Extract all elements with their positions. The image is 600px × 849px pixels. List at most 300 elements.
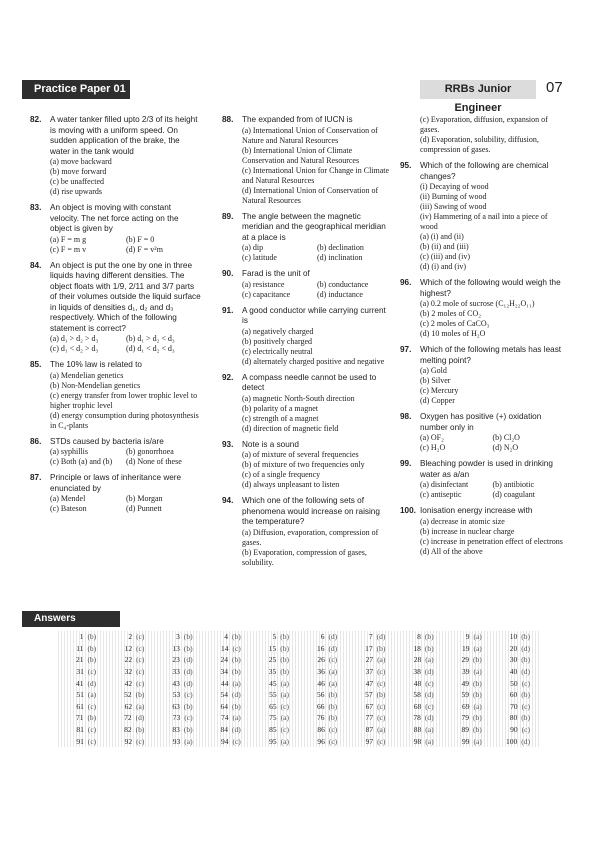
answer-option: (a) [328, 678, 338, 688]
option: (a) disinfectant [420, 480, 469, 489]
answer-option: (b) [521, 713, 530, 723]
question [400, 161, 565, 272]
answer-number: 24 [220, 655, 229, 665]
answer-cell [492, 654, 540, 666]
option: (a) resistance [242, 279, 285, 289]
answer-cell [444, 689, 492, 701]
answer-option: (b) [376, 690, 386, 700]
answer-number: 31 [76, 667, 84, 677]
answer-number: 2 [128, 632, 133, 642]
answer-number: 84 [220, 725, 229, 735]
answer-number: 33 [172, 667, 180, 677]
option: (a) d₁ > d₂ > d₃ [50, 334, 99, 343]
answer-number: 30 [509, 655, 518, 665]
answer-option: (b) [232, 701, 241, 711]
answer-option: (c) [328, 736, 338, 746]
option-list [50, 235, 202, 255]
answer-option: (a) [280, 736, 289, 746]
option: (c) Bateson [50, 504, 87, 513]
option-list [50, 494, 202, 514]
answer-cell [444, 677, 492, 689]
option-list [242, 528, 392, 568]
answer-option: (a) [473, 701, 482, 711]
question-column-1 [30, 115, 202, 520]
answer-number: 93 [172, 736, 181, 746]
option: (c) Evaporation, diffusion, expansion of gases. [420, 115, 548, 134]
answer-cell [251, 701, 299, 713]
question [30, 437, 202, 468]
answer-cell [299, 735, 347, 747]
answer-cell [251, 689, 299, 701]
answer-option: (c) [87, 701, 97, 711]
answer-cell [58, 643, 106, 655]
answer-cell [492, 631, 540, 643]
option: (a) syphillis [50, 447, 88, 456]
option: (c) H₂O [420, 443, 446, 452]
option: (b) conductance [317, 279, 369, 289]
answer-cell [203, 689, 251, 701]
answer-cell [154, 735, 202, 747]
question-text: A water tanker filled upto 2/3 of its height is moving with a uniform speed. On sudden application of the brake, the water in the tank would [50, 115, 198, 156]
answer-cell [492, 724, 540, 736]
option-list [242, 126, 392, 206]
answer-number: 25 [268, 655, 277, 665]
answer-option: (b) [183, 632, 193, 642]
answer-number: 43 [172, 678, 180, 688]
answer-option: (b) [87, 713, 97, 723]
answer-option: (c) [136, 655, 145, 665]
option: (d) inclination [317, 253, 363, 262]
answer-cell [203, 631, 251, 643]
option-list [50, 334, 202, 354]
question-text: Principle or laws of inheritance were enunciated by [50, 473, 182, 493]
answer-option: (d) [183, 667, 193, 677]
question-header [222, 212, 392, 244]
answer-cell [203, 677, 251, 689]
answer-number: 21 [75, 655, 84, 665]
answer-cell [299, 631, 347, 643]
answer-cell [154, 643, 202, 655]
answer-number: 64 [220, 701, 229, 711]
answer-cell [299, 654, 347, 666]
answer-number: 27 [365, 655, 374, 665]
answer-option: (c) [425, 678, 434, 688]
option: (c) International Union for Change in Climate and Natural Resources [242, 165, 390, 185]
option-list [420, 182, 565, 272]
answer-number: 17 [365, 643, 373, 653]
option: (d) N₂O [492, 443, 519, 452]
question [30, 261, 202, 355]
answer-cell [347, 701, 395, 713]
answer-cell [58, 689, 106, 701]
option: (c) energy transfer from lower trophic level to higher trophic level [50, 390, 198, 410]
answer-option: (a) [328, 667, 338, 677]
question-number: 89. [222, 211, 234, 221]
answer-option: (a) [280, 713, 289, 723]
answer-option: (a) [232, 713, 241, 723]
answer-cell [106, 735, 154, 747]
answer-option: (a) [425, 736, 434, 746]
answer-option: (c) [377, 667, 386, 677]
answer-number: 61 [76, 701, 84, 711]
answer-cell [492, 712, 540, 724]
answer-cell [347, 724, 395, 736]
option: (d) (i) and (iv) [420, 262, 466, 271]
answer-option: (b) [473, 725, 482, 735]
question-header [30, 360, 202, 371]
question-text: Which of the following metals has least melting point? [420, 345, 562, 365]
question-number: 99. [400, 459, 412, 468]
answer-number: 69 [461, 701, 470, 711]
answer-option: (a) [425, 655, 434, 665]
option-list [242, 450, 392, 490]
answer-option: (d) [328, 643, 338, 653]
question-text: The expanded from of IUCN is [242, 115, 353, 124]
option: (d) Punnett [126, 504, 162, 513]
option: (b) 2 moles of CO₂ [420, 309, 482, 318]
answer-cell [347, 654, 395, 666]
answer-cell [251, 666, 299, 678]
answer-option: (c) [136, 667, 145, 677]
question-text: Ionisation energy increase with [420, 506, 533, 515]
answer-option: (c) [184, 713, 193, 723]
answer-cell [395, 689, 443, 701]
answer-number: 63 [172, 701, 180, 711]
answer-number: 95 [269, 736, 277, 746]
answer-cell [299, 643, 347, 655]
answer-number: 54 [220, 690, 229, 700]
option-list [50, 447, 202, 467]
answer-option: (c) [232, 643, 241, 653]
answer-option: (a) [184, 736, 193, 746]
option: (b) declination [317, 243, 364, 252]
answer-option: (d) [376, 632, 386, 642]
question-number: 97. [400, 345, 412, 354]
answer-number: 85 [269, 725, 277, 735]
answer-number: 19 [461, 643, 470, 653]
answer-number: 46 [317, 678, 325, 688]
answer-option: (a) [87, 690, 97, 700]
answer-number: 41 [75, 678, 84, 688]
answer-option: (b) [232, 655, 241, 665]
answer-option: (b) [328, 690, 338, 700]
option: (b) of mixture of two frequencies only [242, 460, 365, 469]
question [222, 269, 392, 300]
answer-cell [154, 701, 202, 713]
answer-cell [347, 666, 395, 678]
option: (a) Mendel [50, 494, 86, 503]
option: (b) antibiotic [492, 480, 535, 489]
answer-cell [203, 712, 251, 724]
answer-cell [492, 735, 540, 747]
answer-option: (d) [424, 713, 434, 723]
option-list [420, 480, 565, 500]
option: (c) Mercury [420, 386, 459, 395]
option: (d) energy consumption during photosynthesis in C₄-plants [50, 410, 199, 430]
answer-cell [251, 631, 299, 643]
option: (c) Both (a) and (b) [50, 457, 113, 466]
answer-option: (a) [280, 690, 289, 700]
answer-number: 23 [172, 655, 180, 665]
option: (b) increase in nuclear charge [420, 526, 515, 536]
answer-cell [154, 677, 202, 689]
answer-cell [58, 631, 106, 643]
answer-option: (a) [280, 678, 289, 688]
question-number: 98. [400, 412, 412, 421]
option: (b) F = 0 [126, 234, 155, 244]
question-header [222, 115, 392, 126]
answer-number: 75 [269, 713, 277, 723]
option: (b) polarity of a magnet [242, 403, 318, 413]
option: (b) positively charged [242, 336, 313, 346]
answer-number: 39 [461, 667, 470, 677]
answer-option: (b) [135, 725, 145, 735]
answer-cell [203, 643, 251, 655]
answer-cell [58, 735, 106, 747]
answer-number: 56 [316, 690, 325, 700]
option-list [420, 433, 565, 453]
answer-number: 86 [317, 725, 325, 735]
option-list [420, 517, 565, 557]
answer-number: 58 [413, 690, 421, 700]
answer-option: (d) [424, 667, 434, 677]
answer-option: (d) [521, 643, 530, 653]
answer-option: (b) [87, 643, 97, 653]
answer-number: 72 [124, 713, 132, 723]
answer-cell [492, 643, 540, 655]
answer-option: (b) [232, 667, 241, 677]
answer-cell [154, 724, 202, 736]
answer-cell [299, 712, 347, 724]
answer-cell [251, 654, 299, 666]
answer-number: 94 [220, 736, 229, 746]
answer-number: 73 [172, 713, 181, 723]
answer-option: (c) [136, 632, 145, 642]
answer-number: 48 [413, 678, 422, 688]
answer-number: 11 [76, 643, 84, 653]
answer-option: (c) [87, 736, 97, 746]
answer-option: (b) [424, 643, 434, 653]
answer-option: (b) [473, 678, 482, 688]
answer-cell [395, 677, 443, 689]
answer-number: 18 [413, 643, 421, 653]
answer-number: 7 [368, 632, 373, 642]
option: (c) d₁ < d₂ > d₃ [50, 344, 99, 353]
answer-option: (b) [280, 667, 289, 677]
option: (a) Diffusion, evaporation, compression of gases. [242, 527, 379, 547]
answer-option: (c) [328, 725, 338, 735]
answer-cell [203, 735, 251, 747]
answer-number: 66 [316, 701, 325, 711]
question [30, 473, 202, 514]
question-text: The angle between the magnetic meridian and the geographical meridian at a place is [242, 211, 386, 242]
answer-cell [444, 631, 492, 643]
answer-option: (d) [183, 655, 193, 665]
option: (ii) Burning of wood [420, 192, 487, 201]
answer-cell [251, 643, 299, 655]
option: (c) electrically neutral [242, 346, 313, 356]
answer-number: 70 [510, 701, 518, 711]
question-column-3 [400, 115, 565, 563]
answer-cell [251, 712, 299, 724]
answer-option: (a) [425, 725, 434, 735]
answer-cell [106, 631, 154, 643]
answer-option: (b) [87, 632, 97, 642]
answer-number: 96 [317, 736, 325, 746]
answer-number: 14 [220, 643, 229, 653]
answer-number: 5 [272, 632, 277, 642]
answer-number: 26 [317, 655, 325, 665]
answer-cell [395, 654, 443, 666]
question-header [222, 496, 392, 528]
question-text: Which of the following would weigh the highest? [420, 278, 561, 298]
answer-cell [395, 643, 443, 655]
option-list [50, 371, 202, 431]
answer-option: (b) [280, 643, 289, 653]
answer-cell [299, 677, 347, 689]
answer-number: 29 [461, 655, 470, 665]
answer-cell [444, 701, 492, 713]
question-text: Farad is the unit of [242, 269, 310, 278]
answer-cell [203, 654, 251, 666]
question-header [400, 459, 565, 480]
answer-cell [395, 666, 443, 678]
option-list [420, 115, 565, 155]
answer-number: 98 [413, 736, 422, 746]
answer-option: (d) [232, 725, 241, 735]
question-number: 100. [400, 506, 416, 515]
question [222, 496, 392, 568]
answer-cell [444, 724, 492, 736]
answer-cell [154, 689, 202, 701]
answer-cell [106, 689, 154, 701]
answer-cell [444, 654, 492, 666]
answer-number: 38 [413, 667, 421, 677]
answer-cell [154, 654, 202, 666]
answer-option: (c) [377, 701, 386, 711]
option: (c) capacitance [242, 289, 291, 299]
option: (b) move forward [50, 167, 107, 176]
answer-number: 50 [510, 678, 518, 688]
answer-option: (a) [473, 667, 482, 677]
answer-number: 52 [124, 690, 132, 700]
answer-option: (b) [183, 643, 193, 653]
option: (d) None of these [126, 457, 182, 466]
question-header [30, 437, 202, 448]
question [222, 306, 392, 367]
option: (a) F = m g [50, 234, 87, 244]
answer-option: (a) [473, 736, 482, 746]
question-column-2 [222, 115, 392, 574]
page-number: 07 [546, 79, 563, 96]
answer-cell [444, 643, 492, 655]
question [30, 115, 202, 197]
option: (c) 2 moles of CaCO₃ [420, 319, 490, 328]
answer-number: 87 [365, 725, 374, 735]
answer-grid [58, 631, 540, 747]
answer-number: 82 [124, 725, 132, 735]
answer-number: 1 [79, 632, 84, 642]
option: (b) Non-Mendelian genetics [50, 380, 141, 390]
answer-number: 8 [417, 632, 421, 642]
answer-number: 100 [506, 736, 518, 746]
answer-number: 10 [509, 632, 518, 642]
answer-number: 78 [413, 713, 421, 723]
answer-number: 32 [124, 667, 133, 677]
answer-number: 60 [509, 690, 518, 700]
answer-option: (b) [280, 632, 289, 642]
answer-number: 35 [268, 667, 277, 677]
answer-number: 51 [76, 690, 84, 700]
answer-cell [58, 677, 106, 689]
answer-number: 9 [465, 632, 470, 642]
option: (b) Evaporation, compression of gases, solubility. [242, 547, 367, 567]
option: (a) of mixture of several frequencies [242, 450, 359, 459]
question-number: 94. [222, 496, 234, 505]
answer-number: 62 [124, 701, 133, 711]
answer-number: 67 [365, 701, 374, 711]
answer-option: (b) [328, 713, 338, 723]
question-text: STDs caused by bacteria is/are [50, 436, 164, 446]
answer-cell [106, 643, 154, 655]
option: (a) Gold [420, 366, 447, 375]
answer-cell [58, 712, 106, 724]
question-header [222, 440, 392, 451]
question-text: A good conductor while carrying current is [242, 305, 386, 325]
option: (d) alternately charged positive and negative [242, 356, 385, 366]
answer-cell [347, 689, 395, 701]
answer-option: (b) [473, 690, 482, 700]
option: (a) decrease in atomic size [420, 516, 505, 526]
option: (c) increase in penetration effect of electrons [420, 536, 563, 546]
question [400, 278, 565, 339]
option: (c) be unaffected [50, 177, 105, 186]
answer-cell [347, 735, 395, 747]
answer-number: 57 [365, 690, 373, 700]
question-number: 82. [30, 115, 42, 124]
answer-cell [299, 689, 347, 701]
answer-number: 45 [269, 678, 277, 688]
answer-option: (b) [521, 632, 530, 642]
answer-number: 90 [510, 725, 518, 735]
answer-cell [395, 701, 443, 713]
question-text: A compass needle cannot be used to detect [242, 372, 377, 392]
answer-number: 12 [124, 643, 133, 653]
answer-option: (c) [521, 678, 530, 688]
answer-number: 4 [224, 632, 229, 642]
answer-cell [58, 701, 106, 713]
question [400, 412, 565, 453]
answer-option: (c) [377, 713, 386, 723]
answer-cell [299, 724, 347, 736]
answer-number: 79 [461, 713, 470, 723]
question-header [400, 412, 565, 433]
answer-option: (c) [377, 678, 386, 688]
answer-cell [58, 724, 106, 736]
option: (a) magnetic North-South direction [242, 393, 355, 403]
question-number: 96. [400, 278, 412, 287]
answer-number: 40 [509, 667, 518, 677]
answer-number: 77 [365, 713, 374, 723]
answer-cell [106, 701, 154, 713]
paper-title: Practice Paper 01 [22, 80, 130, 99]
question-text: An object is put the one by one in three liquids having different densities. The object floats with 1/9, 2/11 and 3/7 parts of their volumes outside the liquid surface in liquids of densities d₁, d₂ and d₃ respectively. Which of the following statement is correct? [50, 260, 201, 333]
answer-cell [395, 724, 443, 736]
answer-option: (b) [473, 713, 482, 723]
answers-heading: Answers [22, 611, 120, 627]
answer-option: (d) [424, 690, 434, 700]
answer-cell [395, 735, 443, 747]
